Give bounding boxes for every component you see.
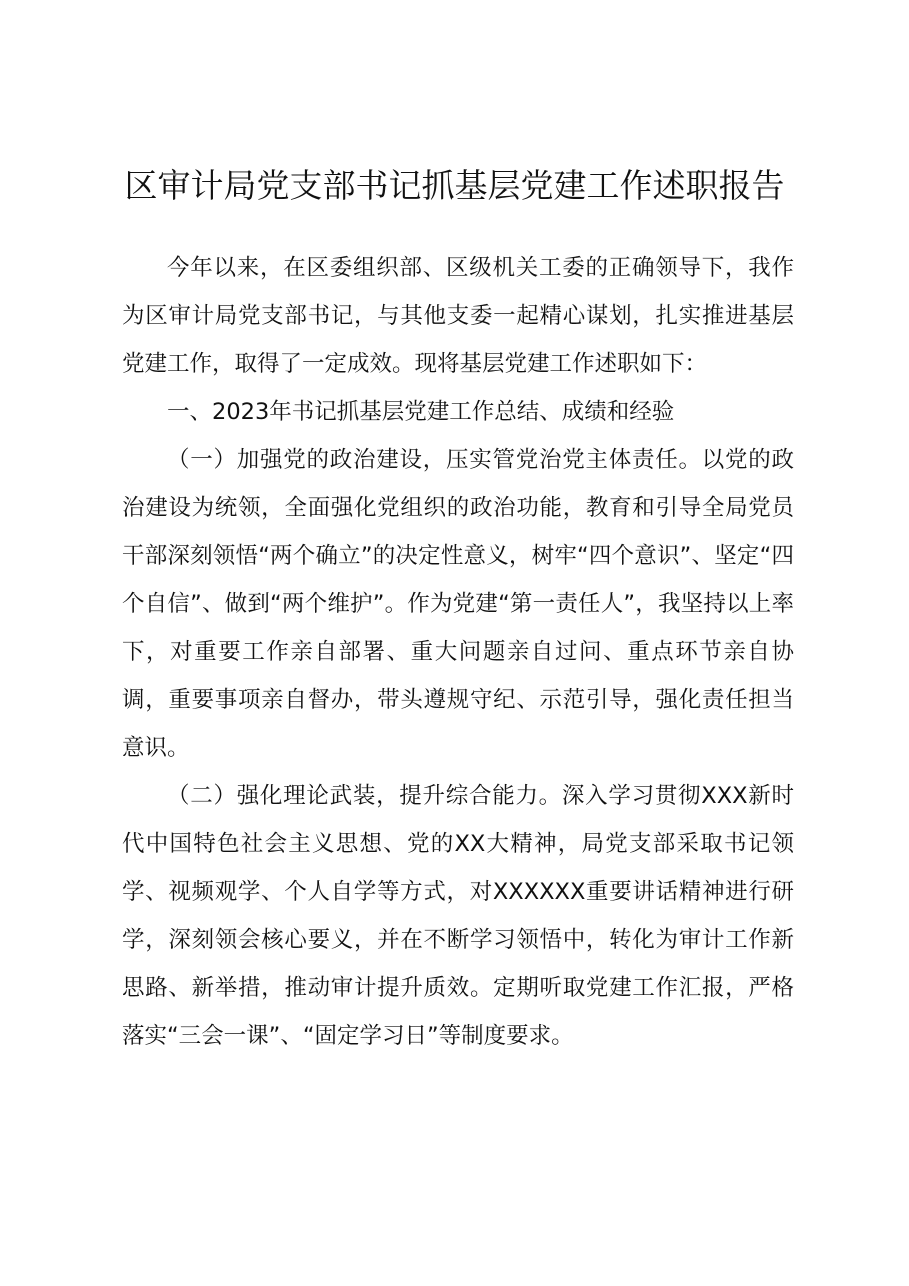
section-heading-1: 一、2023年书记抓基层党建工作总结、成绩和经验 bbox=[167, 399, 675, 425]
document-body bbox=[122, 244, 794, 1060]
intro-paragraph: 今年以来，在区委组织部、区级机关工委的正确领导下，我作为区审计局党支部书记，与其他支委一起精心谋划，扎实推进基层党建工作，取得了一定成效。现将基层党建工作述职如下： bbox=[122, 255, 794, 377]
subsection-paragraph-1: （一）加强党的政治建设，压实管党治党主体责任。以党的政治建设为统领，全面强化党组织的政治功能，教育和引导全局党员干部深刻领悟“两个确立”的决定性意义，树牢“四个意识”、坚定“四个自信”、做到“两个维护”。作为党建“第一责任人”，我坚持以上率下，对重要工作亲自部署、重大问题亲自过问、重点环节亲自协调，重要事项亲自督办，带头遵规守纪、示范引导，强化责任担当意识。 bbox=[122, 447, 794, 761]
document-title: 区审计局党支部书记抓基层党建工作述职报告 bbox=[124, 166, 785, 205]
subsection-paragraph-2: （二）强化理论武装，提升综合能力。深入学习贯彻XXX新时代中国特色社会主义思想、党的XX大精神，局党支部采取书记领学、视频观学、个人自学等方式，对XXXXXX重要讲话精神进行研学，深刻领会核心要义，并在不断学习领悟中，转化为审计工作新思路、新举措，推动审计提升质效。定期听取党建工作汇报，严格落实“三会一课”、“固定学习日”等制度要求。 bbox=[122, 783, 794, 1049]
